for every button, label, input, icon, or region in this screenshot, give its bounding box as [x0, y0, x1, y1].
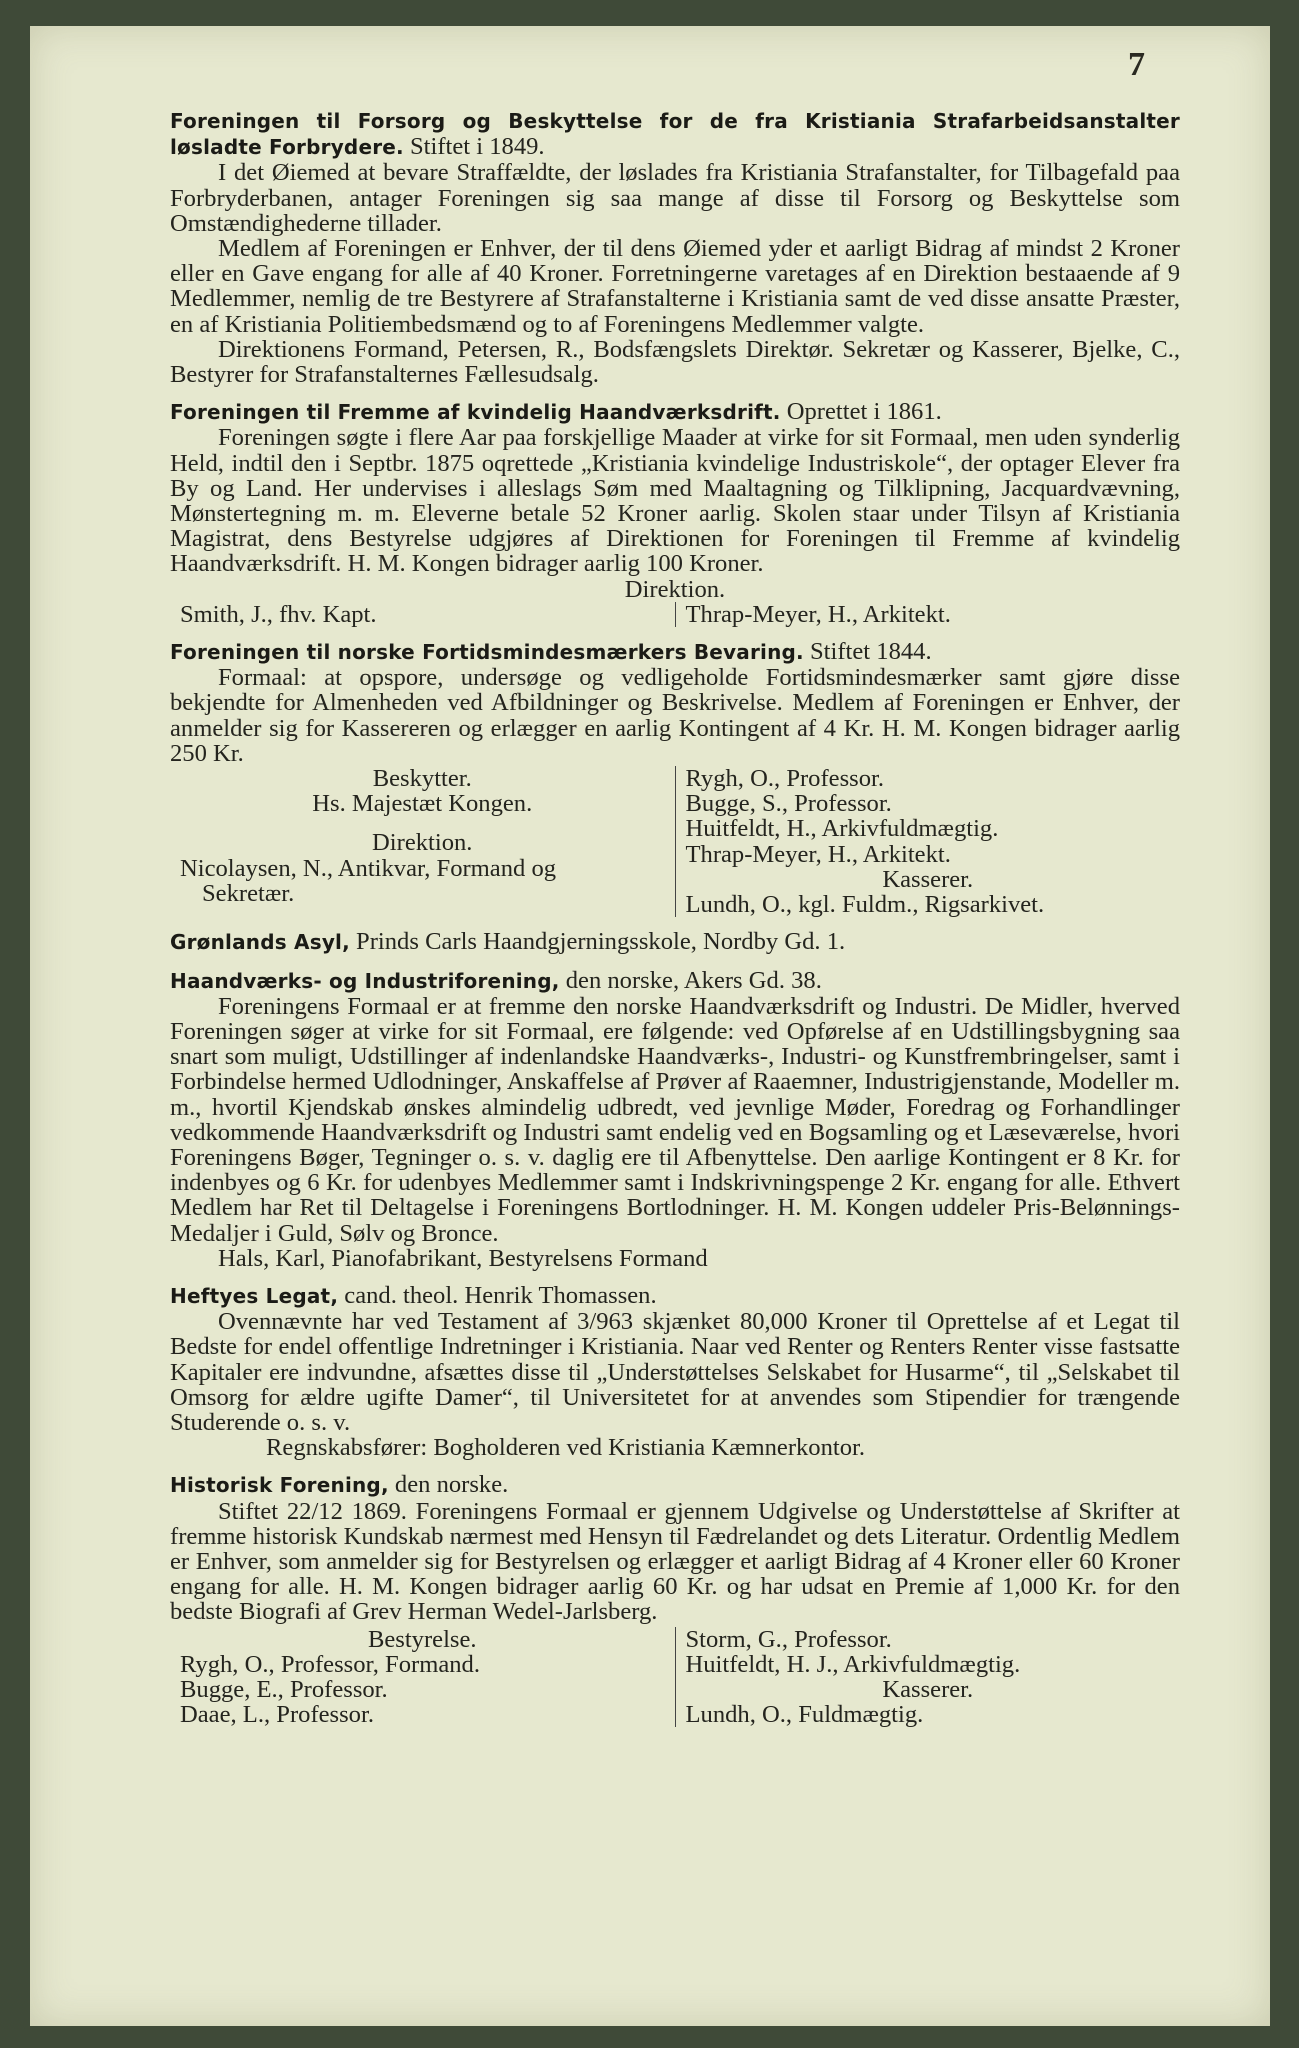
members-right	[675, 766, 1181, 917]
entry-paragraph: Foreningens Formaal er at fremme den norske Haandværksdrift og Industri. De Midler, hverved Foreningen søger at virke for sit Formaal, ere følgende: ved Opførelse af en Udstillingsbygning saa snart som muligt, Udstillinger af indenlandske Haandværks-, Industri- og Kunstfrembringelser, samt i Forbindelse hermed Udlodninger, Anskaffelse af Prøver af Raaemner, Industrigjenstande, Modeller m. m., hvortil Kjendskab ønskes almindelig udbredt, ved jevnlige Møder, Foredrag og Forhandlinger vedkommende Haandværksdrift og Industri samt endelig ved en Bogsamling og et Læseværelse, hvori Foreningens Bøger, Tegninger o. s. v. daglig ere til Afbenyttelse. Den aarlige Kontingent er 8 Kr. for indenbyes og 6 Kr. for udenbyes Medlemmer samt i Indskrivningspenge 2 Kr. engang for alle. Ethvert Medlem har Ret til Deltagelse i Foreningens Bortlodninger. H. M. Kongen uddeler Pris-Belønnings-Medaljer i Guld, Sølv og Bronce.	[170, 992, 1180, 1247]
entry-fortidsmindesmaerker	[170, 639, 1180, 917]
entry-heading: Foreningen til norske Fortidsmindesmærkers Bevaring.	[170, 640, 804, 665]
board-title: Bestyrelse.	[367, 1625, 477, 1653]
entry-paragraph: Stiftet 22/12 1869. Foreningens Formaal er gjennem Udgivelse og Understøttelse af Skrifter at fremme historisk Kundskab nærmest med Hensyn til Fædrelandet og dets Literatur. Ordentlig Medlem er Enhver, som anmelder sig for Bestyrelsen og erlægger et aarligt Bidrag af 4 Kroner eller 60 Kroner engang for alle. H. M. Kongen bidrager aarlig 60 Kr. og har udsat en Premie af 1,000 Kr. for den bedste Biografi af Grev Herman Wedel-Jarlsberg.	[170, 1497, 1180, 1626]
direction-left: Smith, J., fhv. Kapt.	[180, 600, 377, 628]
entry-paragraph: Ovennævnte har ved Testament af 3/963 skjænket 80,000 Kroner til Oprettelse af et Legat til Bedste for endel offentlige Indretninger i Kristiania. Naar ved Renter og Renters Renter visse fastsatte Kapitaler ere indvundne, afsættes disse til „Understøttelses Selskabet for Husarme“, til „Selskabet til Omsorg for ældre ugifte Damer“, til Universitetet for at anvendes som Stipendier for trængende Studerende o. s. v.	[170, 1308, 1180, 1436]
entry-paragraph: Regnskabsfører: Bogholderen ved Kristiania Kæmnerkontor.	[266, 1434, 866, 1462]
member-line: Rygh, O., Professor.	[685, 765, 885, 793]
treasurer-title: Kasserer.	[882, 865, 974, 893]
treasurer-title: Kasserer.	[882, 1675, 974, 1703]
page-content	[170, 108, 1180, 1739]
member-line: Sekretær.	[202, 879, 295, 907]
entry-heading: Foreningen til Forsorg og Beskyttelse for de fra Kristiania Strafarbeidsanstalter løsladte Forbrydere.	[170, 109, 1180, 160]
entry-historisk-forening	[170, 1472, 1180, 1727]
members-columns	[170, 766, 1180, 917]
member-line: Bugge, S., Professor.	[685, 790, 892, 818]
document-page	[30, 26, 1270, 2026]
entry-forsorg	[170, 108, 1180, 387]
entry-kvindelig-haandvaerksdrift	[170, 399, 1180, 627]
entry-address: Prinds Carls Haandgjerningsskole, Nordby Gd. 1.	[349, 928, 846, 956]
members-left	[170, 766, 675, 917]
members-right	[675, 1627, 1181, 1728]
entry-heading: Heftyes Legat,	[170, 1283, 339, 1308]
entry-address: den norske, Akers Gd. 38.	[559, 966, 822, 994]
direction-title: Direktion.	[624, 575, 726, 603]
direction-right: Thrap-Meyer, H., Arkitekt.	[675, 602, 1181, 627]
entry-address: cand. theol. Henrik Thomassen.	[338, 1281, 657, 1309]
member-line: Thrap-Meyer, H., Arkitekt.	[685, 840, 951, 868]
entry-heftyes-legat	[170, 1283, 1180, 1460]
entry-paragraph: Formaal: at opspore, undersøge og vedligeholde Fortidsmindesmærker samt gjøre disse bekjendte for Almenheden ved Afbildninger og Beskrivelse. Medlem af Foreningen er Enhver, der anmelder sig for Kassereren og erlægger en aarlig Kontingent af 4 Kr. H. M. Kongen bidrager aarlig 250 Kr.	[170, 664, 1180, 767]
page-number: 7	[1128, 46, 1145, 83]
patron-name: Hs. Majestæt Kongen.	[312, 790, 533, 818]
entry-paragraph: I det Øiemed at bevare Straffældte, der løslades fra Kristiania Strafanstalter, for Tilbagefald paa Forbryderbanen, antager Foreningen sig saa mange af disse til Forsorg og Beskyttelse som Omstændighederne tillader.	[170, 159, 1180, 237]
entry-paragraph: Direktionens Formand, Petersen, R., Bodsfængslets Direktør. Sekretær og Kasserer, Bjelke, C., Bestyrer for Strafanstalternes Fællesudsalg.	[170, 335, 1180, 389]
member-line: Huitfeldt, H., Arkivfuldmægtig.	[685, 815, 999, 843]
entry-heading: Foreningen til Fremme af kvindelig Haandværksdrift.	[170, 400, 781, 425]
direction-title: Direktion.	[372, 829, 473, 857]
members-columns	[170, 1627, 1180, 1728]
entry-founded: Oprettet i 1861.	[780, 398, 942, 426]
member-line: Lundh, O., kgl. Fuldm., Rigsarkivet.	[685, 891, 1045, 919]
member-line: Rygh, O., Professor, Formand.	[180, 1650, 480, 1678]
member-line: Huitfeldt, H. J., Arkivfuldmægtig.	[685, 1650, 1021, 1678]
direction-columns	[170, 602, 1180, 627]
entry-haandvaerks-industriforening	[170, 968, 1180, 1271]
member-line: Storm, G., Professor.	[685, 1625, 892, 1653]
member-line: Nicolaysen, N., Antikvar, Formand og	[180, 854, 557, 882]
entry-heading: Historisk Forening,	[170, 1473, 389, 1498]
entry-heading: Grønlands Asyl,	[170, 930, 350, 955]
entry-founded: Stiftet i 1849.	[403, 133, 545, 161]
entry-heading: Haandværks- og Industriforening,	[170, 968, 560, 993]
entry-paragraph: Foreningen søgte i flere Aar paa forskjellige Maader at virke for sit Formaal, men uden synderlig Held, indtil den i Septbr. 1875 oqrettede „Kristiania kvindelige Industriskole“, der optager Elever fra By og Land. Her undervises i alleslags Søm med Maaltagning og Tilklipning, Jacquardvævning, Mønstertegning m. m. Eleverne betale 52 Kroner aarlig. Skolen staar under Tilsyn af Kristiania Magistrat, dens Bestyrelse udgjøres af Direktionen for Foreningen til Fremme af kvindelig Haandværksdrift. H. M. Kongen bidrager aarlig 100 Kroner.	[170, 424, 1180, 578]
entry-founded: Stiftet 1844.	[803, 638, 932, 666]
entry-paragraph: Hals, Karl, Pianofabrikant, Bestyrelsens Formand	[218, 1244, 708, 1272]
member-line: Bugge, E., Professor.	[180, 1675, 388, 1703]
entry-gronlands-asyl	[170, 929, 1180, 955]
members-left	[170, 1627, 675, 1728]
member-line: Daae, L., Professor.	[180, 1701, 374, 1729]
entry-address: den norske.	[388, 1471, 509, 1499]
member-line: Lundh, O., Fuldmægtig.	[685, 1701, 924, 1729]
patron-title: Beskytter.	[372, 765, 472, 793]
entry-paragraph: Medlem af Foreningen er Enhver, der til dens Øiemed yder et aarligt Bidrag af mindst 2 Kroner eller en Gave engang for alle af 40 Kroner. Forretningerne varetages af en Direktion bestaaende af 9 Medlemmer, nemlig de tre Bestyrere af Strafanstalterne i Kristiania samt de ved disse ansatte Præster, en af Kristiania Politiembedsmænd og to af Foreningens Medlemmer valgte.	[170, 235, 1180, 338]
